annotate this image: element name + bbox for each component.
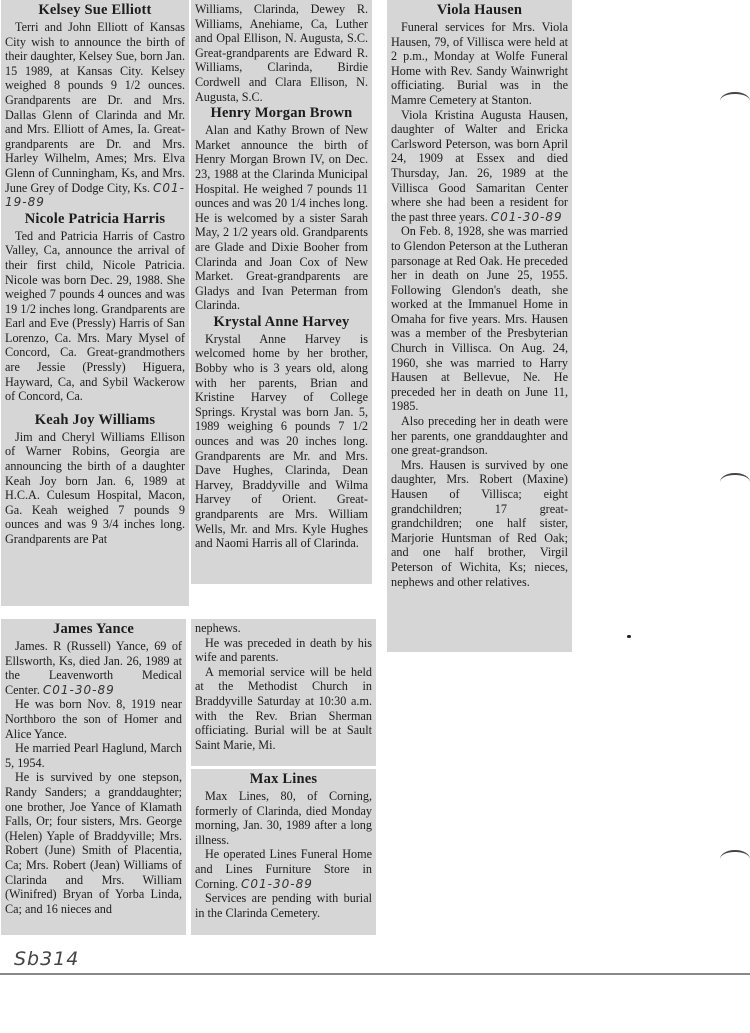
- clipping-births-col1: [1, 0, 189, 606]
- handwritten-date-kelsey: C01-19-89: [5, 180, 185, 210]
- text-viola-p3: On Feb. 8, 1928, she was married to Glendon Peterson at the Lutheran parsonage at Red Oak. He preceded her in death on June 25, 1955. Following Glendon's death, she worked at the Immanuel Home in Omaha for five years. Mrs. Hausen was a member of the Presbyterian Church in Villisca. On Aug. 24, 1960, she was married to Harry Hausen at Bellevue, Ne. He preceded her in death on June 11, 1985.: [391, 224, 568, 414]
- text-viola-p4: Also preceding her in death were her parents, one granddaughter and one great-grandson.: [391, 414, 568, 458]
- text-max-p3: Services are pending with burial in the Clarinda Cemetery.: [195, 891, 372, 920]
- text-keah: Jim and Cheryl Williams Ellison of Warner Robins, Georgia are announcing the birth of a daughter Keah Joy born Jan. 6, 1989 at H.C.A. Culesum Hospital, Macon, Ga. Keah weighed 7 pounds 9 ounces and was 9 3/4 inches long. Grandparents are Pat: [5, 429, 185, 546]
- clipping-obituary-james-continued: [191, 619, 376, 766]
- heading-nicole: Nicole Patricia Harris: [24, 210, 166, 227]
- heading-max: Max Lines: [249, 771, 318, 787]
- clipping-births-col2: [191, 0, 372, 584]
- text-viola-p1: Funeral services for Mrs. Viola Hausen, 79, of Villisca were held at 2 p.m., Monday at Wolfe Funeral Home with Rev. Sandy Wainwright officiating. Burial was in the Mamre Cemetery at Stanton.: [391, 20, 568, 107]
- handwritten-date-james: C01-30-89: [42, 682, 115, 697]
- speck-mark: [627, 635, 631, 638]
- text-james-p4: He is survived by one stepson, Randy Sanders; a granddaughter; one brother, Joe Yance of Klamath Falls, Or; four sisters, Mrs. George (Helen) Yaple of Braddyville; Mrs. Robert (June) Smith of Placentia, Ca; Mrs. Robert (Jean) Williams of Clarinda and Mrs. William (Winifred) Bryan of Yorba Linda, Ca; and 16 nieces and: [5, 770, 182, 916]
- clipping-obituary-james: [1, 619, 186, 935]
- text-viola-p2: Viola Kristina Augusta Hausen, daughter of Walter and Ericka Carlsword Peterson, was born April 24, 1909 at Essex and died Thursday, Jan. 26, 1989 at the Villisca Good Samaritan Center where she had been a resident for the past three years. C01-30-89: [391, 107, 568, 224]
- text-viola-p5: Mrs. Hausen is survived by one daughter, Mrs. Robert (Maxine) Hausen of Villisca; eight grandchildren; 17 great-grandchildren; one half sister, Marjorie Huntsman of Red Oak; and one half brother, Virgil Peterson of Wichita, Ks; nieces, nephews and other relatives.: [391, 457, 568, 589]
- text-henry: Alan and Kathy Brown of New Market announce the birth of Henry Morgan Brown IV, on Dec. 23, 1988 at the Clarinda Municipal Hospital. He weighed 7 pounds 11 ounces and was 20 1/4 inches long. He is welcomed by a sister Sarah May, 2 1/2 years old. Grandparents are Glade and Dixie Booher from Clarinda and Joan Cox of New Market. Great-grandparents are Gladys and Ivan Peterman from Clarinda.: [195, 123, 368, 313]
- text-max-p2: He operated Lines Funeral Home and Lines Furniture Store in Corning. C01-30-89: [195, 847, 372, 891]
- handwritten-date-max: C01-30-89: [241, 876, 313, 891]
- text-kelsey: Terri and John Elliott of Kansas City wish to announce the birth of their daughter, Kelsey Sue, born Jan. 15 1989, at Kansas City. Kelsey weighed 8 pounds 9 1/2 ounces. Grandparents are Dr. and Mrs. Dallas Glenn of Clarinda and Mr. and Mrs. Elliott of Ames, Ia. Great-grandparents are Dr. and Mrs. Harley Wilhelm, Ames; Mrs. Elva Glenn of Cunningham, Ks, and Mrs. June Grey of Dodge City, Ks. C01-19-89: [5, 20, 185, 210]
- heading-keah: Keah Joy Williams: [34, 411, 156, 428]
- text-nicole: Ted and Patricia Harris of Castro Valley, Ca, announce the arrival of their first child, Nicole Patricia. Nicole was born Dec. 29, 1988. She weighed 7 pounds 4 ounces and was 19 1/2 inches long. Grandparents are Earl and Eve (Pressly) Harris of San Lorenzo, Ca. Mrs. Mary Mysel of Concord, Ca. Great-grandmothers are Jessie (Pressly) Higuera, Hayward, Ca, and Sybil Wackerow of Concord, Ca.: [5, 228, 185, 404]
- clipping-obituary-viola: [387, 0, 572, 652]
- text-james-p2: He was born Nov. 8, 1919 near Northboro the son of Homer and Alice Yance.: [5, 697, 182, 741]
- clipping-obituary-max: [191, 769, 376, 935]
- heading-viola: Viola Hausen: [436, 2, 523, 18]
- text-james-cont2: He was preceded in death by his wife and parents.: [195, 635, 372, 665]
- heading-james: James Yance: [53, 621, 134, 637]
- text-james-cont3: A memorial service will be held at the Methodist Church in Braddyville Saturday at 10:30 a.m. with the Rev. Brian Sherman officiating. Burial will be at Sault Saint Marie, Mi.: [195, 664, 372, 752]
- text-james-p3: He married Pearl Haglund, March 5, 1954.: [5, 741, 182, 770]
- page-bottom-edge: [0, 973, 750, 975]
- heading-kelsey: Kelsey Sue Elliott: [38, 2, 152, 18]
- punch-hole-bottom: [720, 850, 750, 868]
- heading-henry: Henry Morgan Brown: [210, 105, 353, 122]
- punch-hole-middle: [720, 473, 750, 491]
- text-max-p1: Max Lines, 80, of Corning, formerly of Clarinda, died Monday morning, Jan. 30, 1989 after a long illness.: [195, 789, 372, 847]
- punch-hole-top: [720, 92, 750, 110]
- text-james-p1: James. R (Russell) Yance, 69 of Ellsworth, Ks, died Jan. 26, 1989 at the Leavenworth Medical Center. C01-30-89: [5, 639, 182, 697]
- text-krystal: Krystal Anne Harvey is welcomed home by her brother, Bobby who is 3 years old, along with her parents, Brian and Kristine Harvey of College Springs. Krystal was born Jan. 5, 1989 weighing 6 pounds 7 1/2 ounces and was 20 inches long. Grandparents are Mr. and Mrs. Dave Hughes, Clarinda, Dean Harvey, Braddyville and Wilma Harvey of Orient. Great-grandparents are Mrs. William Wells, Mr. and Mrs. Kyle Hughes and Naomi Harris all of Clarinda.: [195, 331, 368, 551]
- heading-krystal: Krystal Anne Harvey: [213, 313, 350, 330]
- handwritten-page-id: Sb314: [14, 948, 80, 970]
- text-james-cont1: nephews.: [195, 621, 241, 635]
- text-keah-continued: Williams, Clarinda, Dewey R. Williams, Anehiame, Ca, Luther and Opal Ellison, N. Augusta, S.C. Great-grandparents are Edward R. Williams, Clarinda, Birdie Cordwell and Clara Ellison, N. Augusta, S.C.: [195, 2, 368, 104]
- handwritten-date-viola: C01-30-89: [490, 209, 563, 224]
